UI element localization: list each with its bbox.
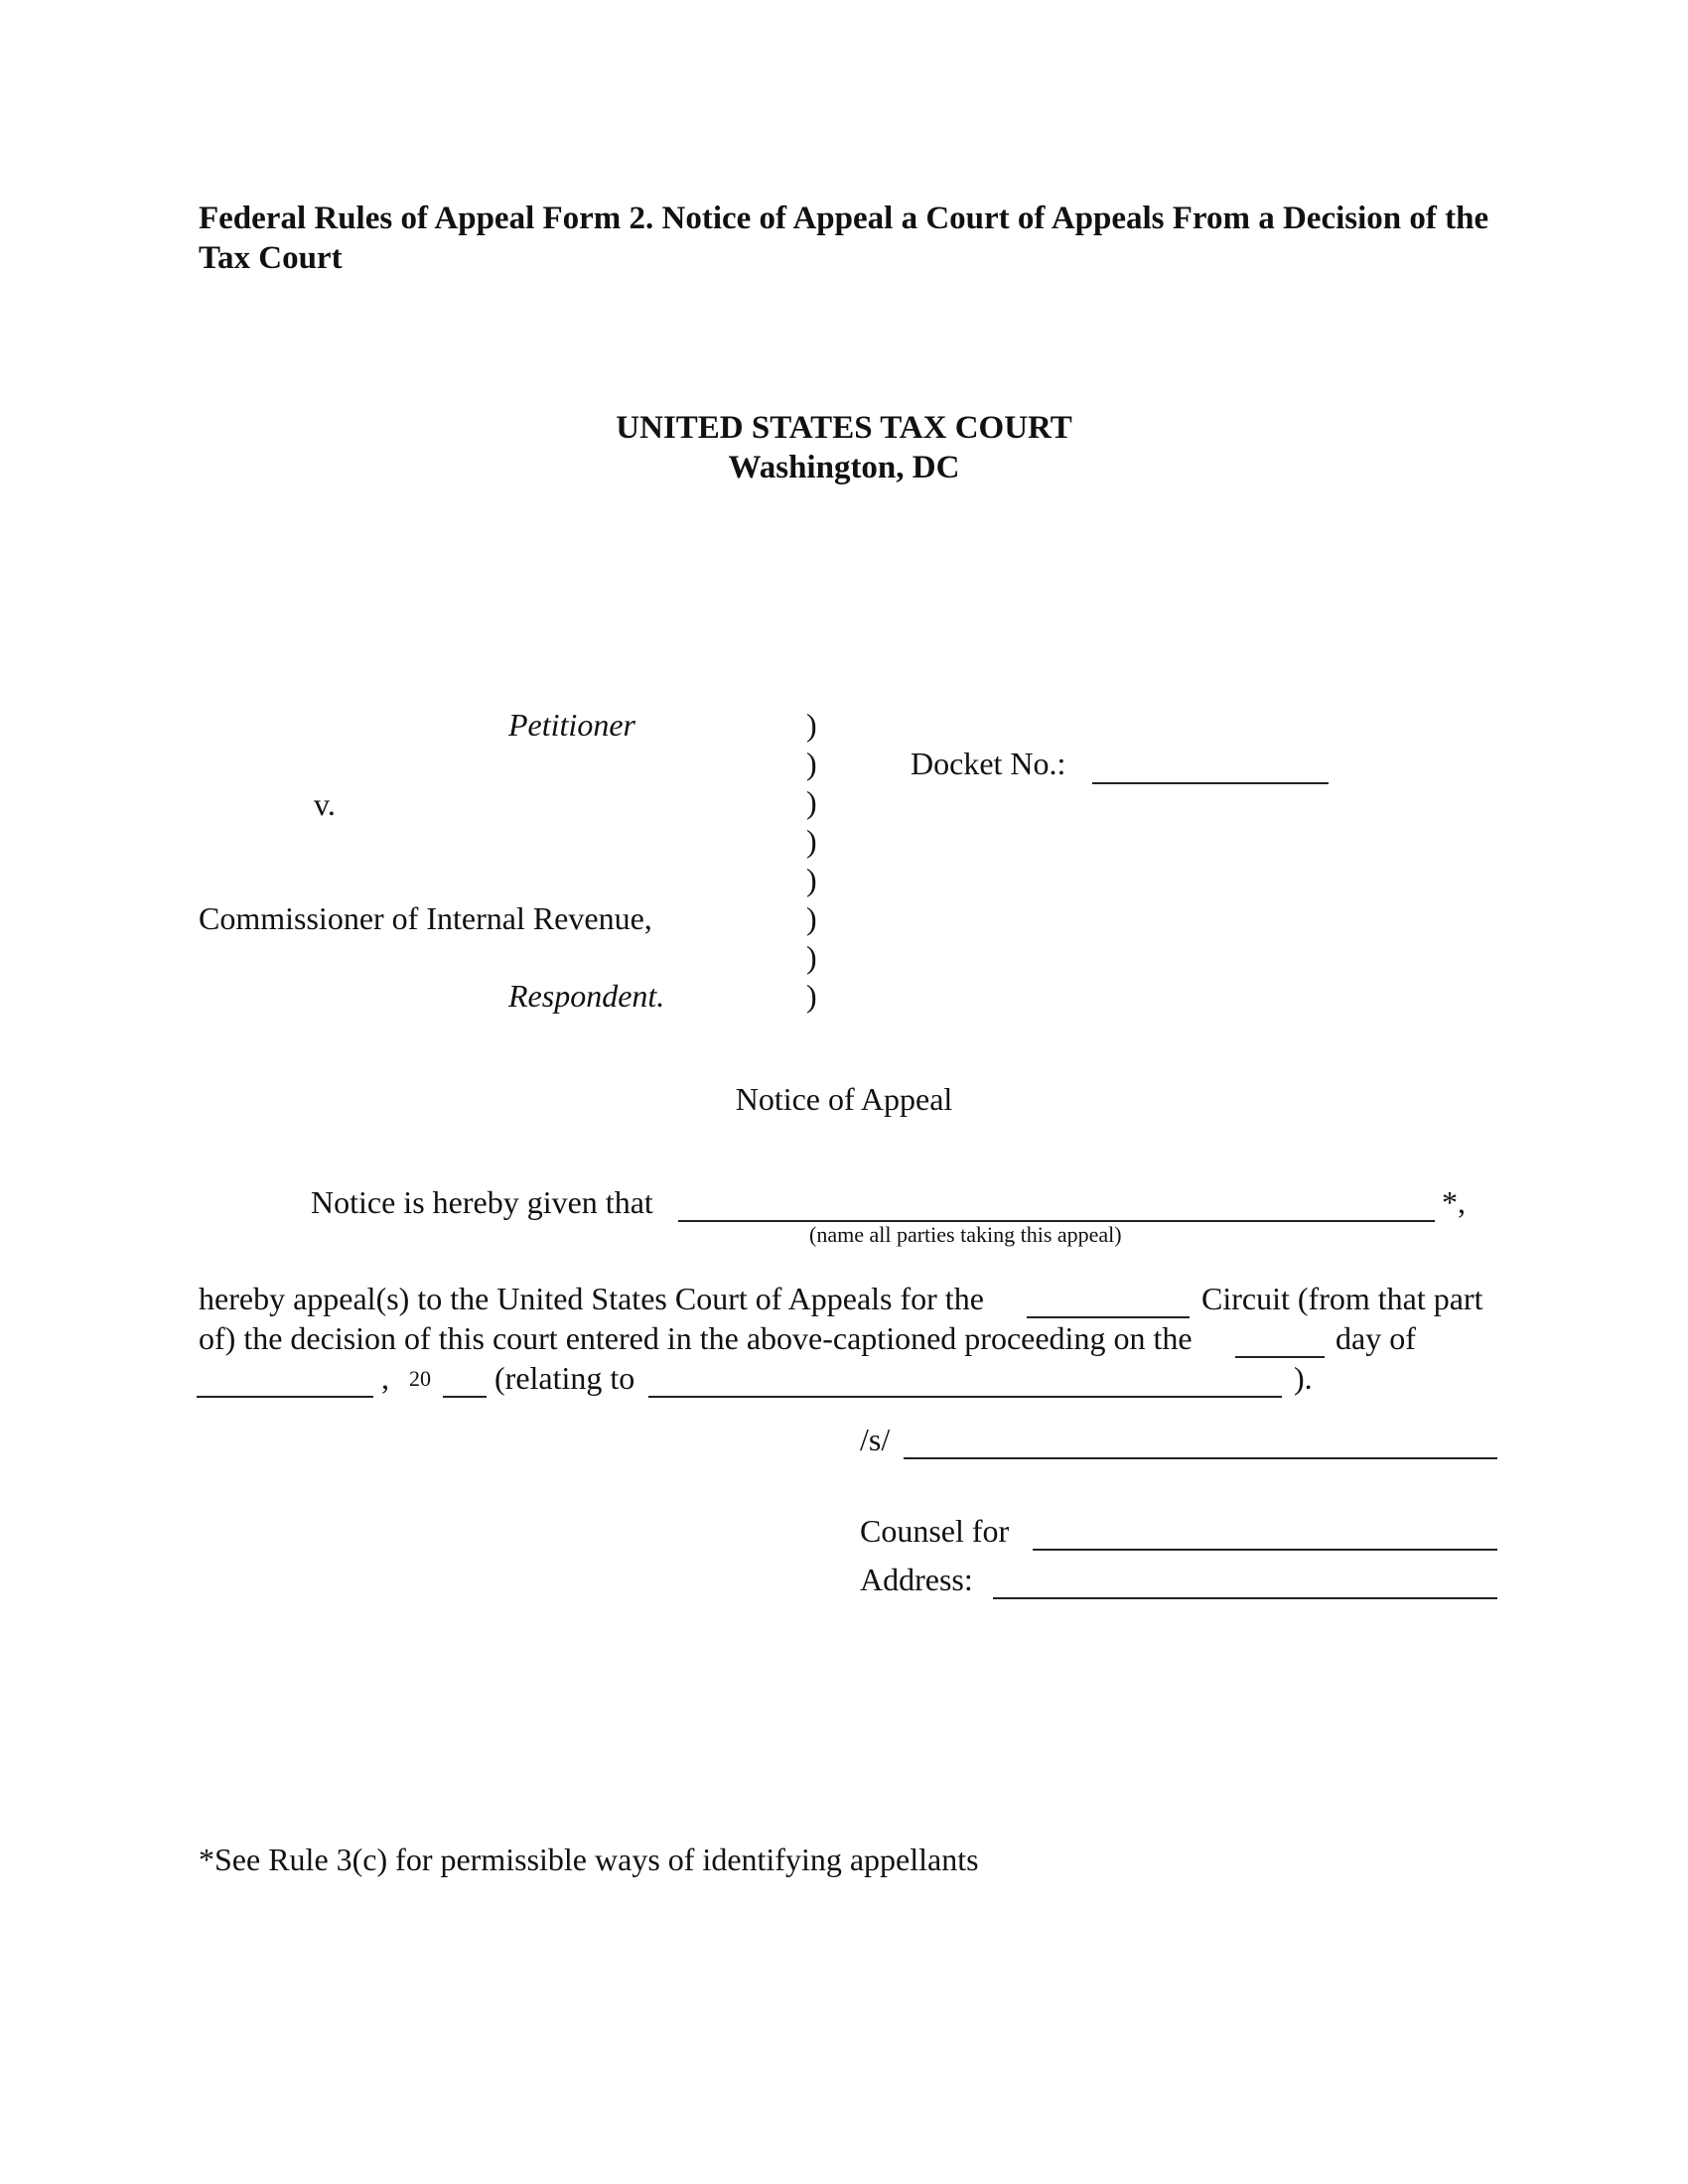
address-label: Address: xyxy=(860,1562,973,1597)
notice-heading: Notice of Appeal xyxy=(735,1081,953,1117)
circuit-blank[interactable] xyxy=(1027,1316,1190,1318)
counsel-for-label: Counsel for xyxy=(860,1513,1010,1549)
year-blank[interactable] xyxy=(443,1396,487,1398)
court-location: Washington, DC xyxy=(728,450,960,485)
signature-label: /s/ xyxy=(860,1422,891,1457)
year-prefix: 20 xyxy=(409,1366,431,1391)
relating-to-text: (relating to xyxy=(494,1360,635,1396)
comma-text: , xyxy=(381,1360,389,1396)
asterisk-comma: *, xyxy=(1442,1184,1466,1220)
petitioner-label: Petitioner xyxy=(508,707,635,743)
close-paren-text: ). xyxy=(1294,1360,1313,1396)
decision-text: of) the decision of this court entered in the above-captioned proceeding on the xyxy=(199,1320,1193,1356)
counsel-for-blank[interactable] xyxy=(1033,1549,1497,1551)
parties-hint: (name all parties taking this appeal) xyxy=(809,1222,1122,1247)
commissioner-label: Commissioner of Internal Revenue, xyxy=(199,900,652,936)
caption-paren: ) xyxy=(806,939,817,975)
versus-label: v. xyxy=(314,786,336,822)
docket-number-blank[interactable] xyxy=(1092,782,1329,784)
caption-paren: ) xyxy=(806,707,817,743)
caption-paren: ) xyxy=(806,978,817,1014)
court-name: UNITED STATES TAX COURT xyxy=(616,410,1072,446)
caption-paren: ) xyxy=(806,784,817,820)
respondent-label: Respondent. xyxy=(508,978,665,1014)
appeal-to-text: hereby appeal(s) to the United States Court of Appeals for the xyxy=(199,1281,984,1316)
address-blank[interactable] xyxy=(993,1597,1497,1599)
caption-paren: ) xyxy=(806,746,817,781)
footnote: *See Rule 3(c) for permissible ways of identifying appellants xyxy=(199,1842,979,1877)
docket-label: Docket No.: xyxy=(911,746,1066,781)
caption-paren: ) xyxy=(806,823,817,859)
circuit-text: Circuit (from that part xyxy=(1201,1281,1483,1316)
caption-paren: ) xyxy=(806,900,817,936)
day-blank[interactable] xyxy=(1235,1356,1325,1358)
signature-blank[interactable] xyxy=(904,1457,1497,1459)
month-blank[interactable] xyxy=(197,1396,373,1398)
form-title: Federal Rules of Appeal Form 2. Notice of Appeal a Court of Appeals From a Decision of the Tax Court xyxy=(199,201,1489,276)
day-of-text: day of xyxy=(1336,1320,1416,1356)
relating-blank[interactable] xyxy=(648,1396,1282,1398)
notice-given-that: Notice is hereby given that xyxy=(311,1184,653,1220)
caption-paren: ) xyxy=(806,862,817,897)
